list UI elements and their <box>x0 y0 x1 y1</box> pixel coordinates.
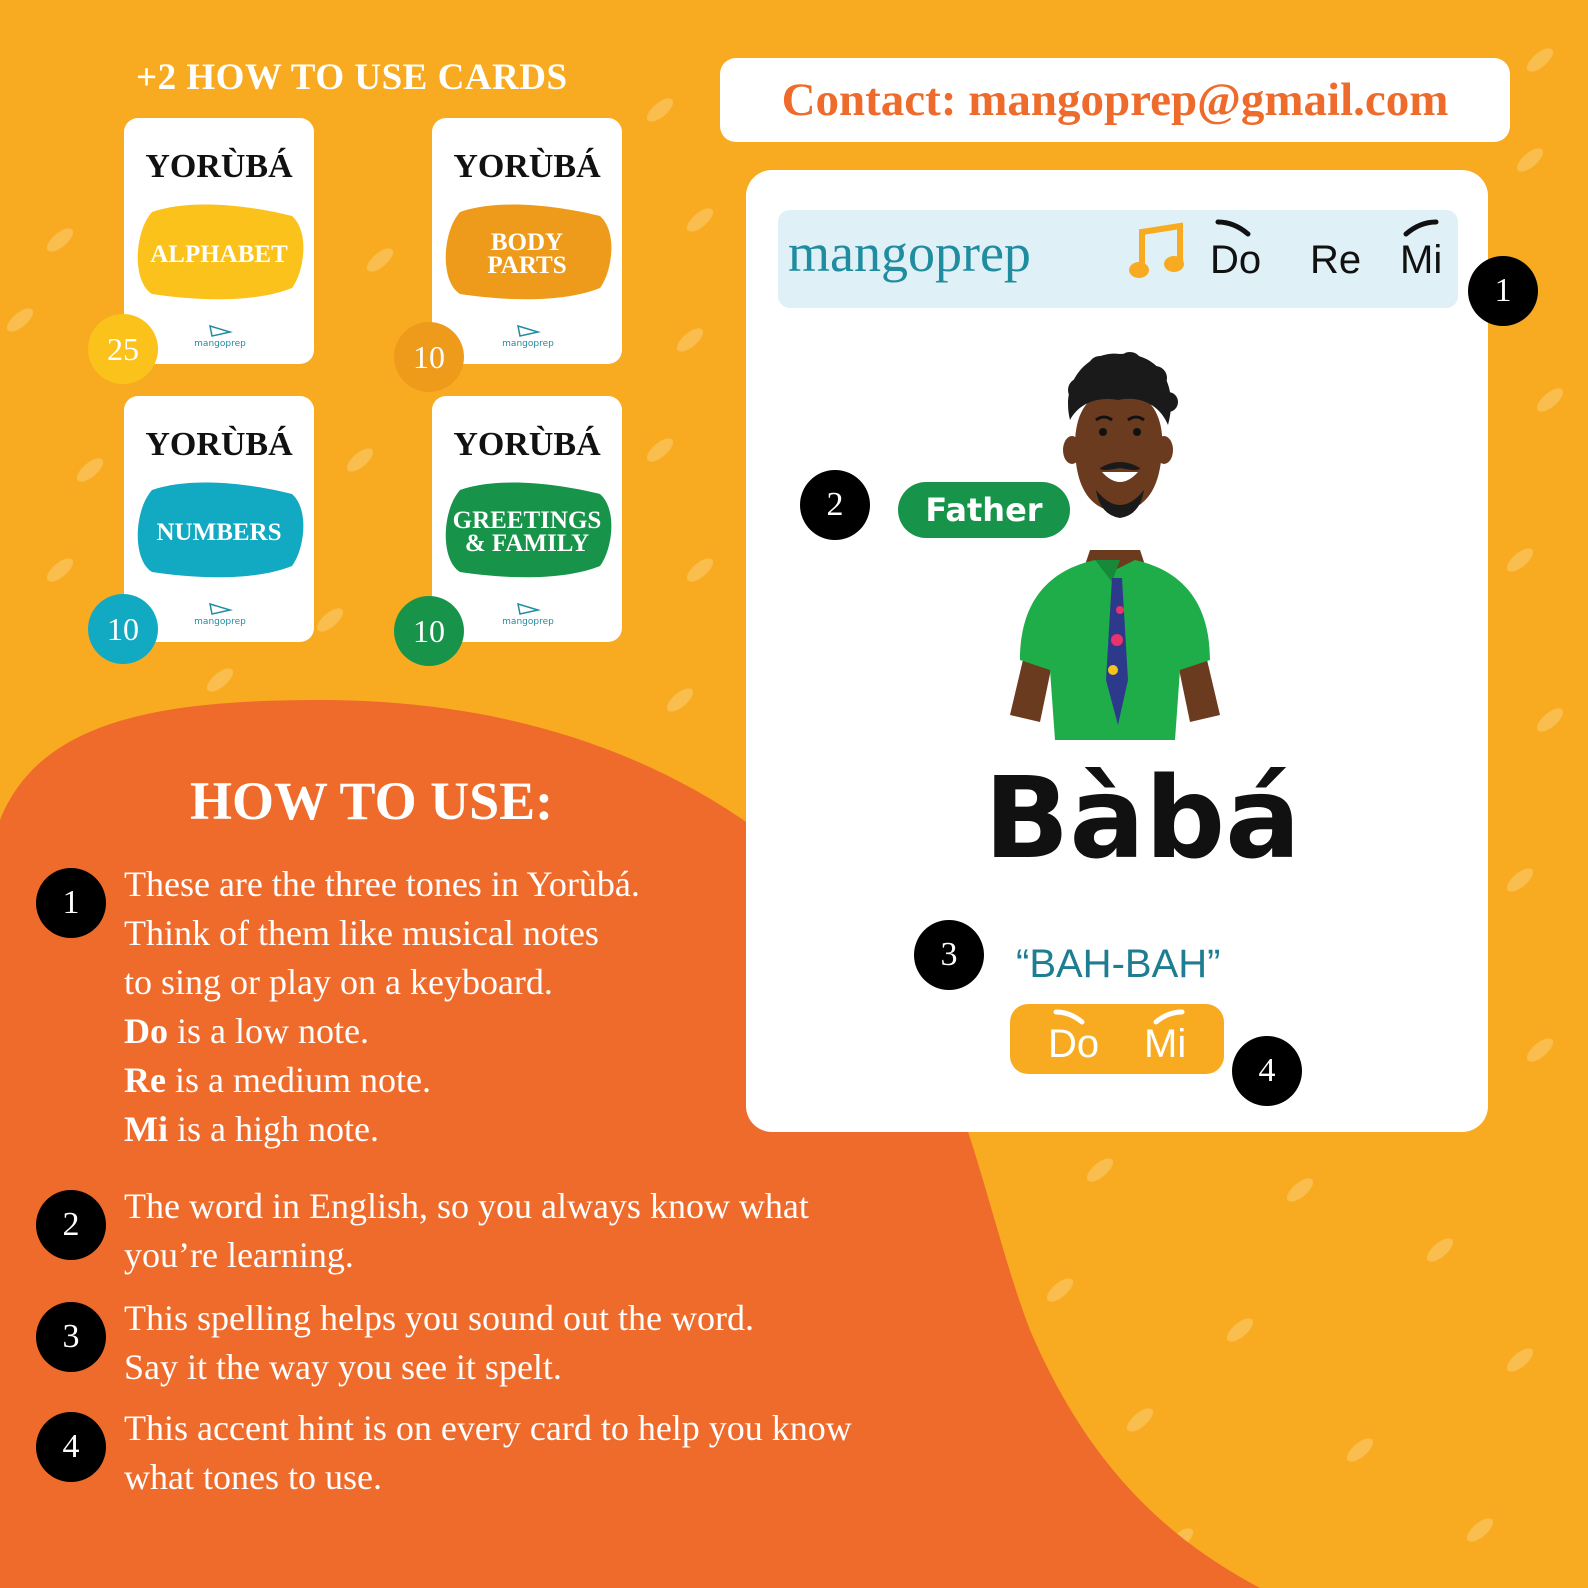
badge-4: 4 <box>1232 1036 1302 1106</box>
deck-label: ALPHABET <box>150 240 288 268</box>
deck-title: YORÙBÁ <box>145 148 293 185</box>
step-2-text <box>124 1182 809 1280</box>
deck-title: YORÙBÁ <box>145 426 293 463</box>
mangoprep-logo-icon <box>190 322 250 352</box>
how-to-use-title: HOW TO USE: <box>190 771 554 831</box>
accent-hint <box>1010 1004 1224 1074</box>
tone-mi: Mi <box>1400 238 1443 282</box>
contact-banner[interactable]: Contact: mangoprep@gmail.com <box>720 58 1510 142</box>
deck-count-greetings-family: 10 <box>394 596 464 666</box>
deck-count-alphabet: 25 <box>88 314 158 384</box>
text-line: This spelling helps you sound out the word. <box>124 1298 754 1338</box>
grave-accent-icon <box>1214 218 1254 238</box>
logo-text: mangoprep <box>502 339 554 349</box>
logo-text: mangoprep <box>194 617 246 627</box>
deck-title: YORÙBÁ <box>453 426 601 463</box>
deck-count-numbers: 10 <box>88 594 158 664</box>
tone-line-mi: Mi is a high note. <box>124 1109 379 1149</box>
acute-accent-icon <box>1400 218 1440 238</box>
text-line: These are the three tones in Yorùbá. <box>124 864 640 904</box>
pronunciation: “BAH-BAH” <box>1016 942 1221 986</box>
tone-line-re: Re is a medium note. <box>124 1060 431 1100</box>
text-line: Say it the way you see it spelt. <box>124 1347 562 1387</box>
badge-3: 3 <box>914 920 984 990</box>
tone-do: Do <box>1210 238 1262 282</box>
tone-re: Re <box>1310 238 1362 282</box>
mangoprep-logo-icon <box>498 600 558 630</box>
deck-label: NUMBERS <box>156 518 282 546</box>
text-line: what tones to use. <box>124 1457 382 1497</box>
plus-two-cards-title: +2 HOW TO USE CARDS <box>136 57 568 98</box>
card-brand: mangoprep <box>788 223 1031 283</box>
mangoprep-logo-icon <box>190 600 250 630</box>
text-line: to sing or play on a keyboard. <box>124 962 553 1002</box>
music-note-icon <box>1128 222 1186 284</box>
deck-count-body-parts: 10 <box>394 322 464 392</box>
deck-title: YORÙBÁ <box>453 148 601 185</box>
deck-card-alphabet[interactable] <box>124 118 314 364</box>
step-1-badge: 1 <box>36 868 106 938</box>
english-word-pill: Father <box>898 482 1070 538</box>
deck-card-greetings-family[interactable] <box>432 396 622 642</box>
badge-1: 1 <box>1468 256 1538 326</box>
deck-label: GREETINGS & FAMILY <box>452 507 602 557</box>
deck-card-numbers[interactable] <box>124 396 314 642</box>
logo-text: mangoprep <box>502 617 554 627</box>
yoruba-word: Bàbá <box>984 754 1301 884</box>
logo-text: mangoprep <box>194 339 246 349</box>
deck-label: BODY PARTS <box>487 229 567 279</box>
hint-mi: Mi <box>1144 1022 1187 1066</box>
text-line: This accent hint is on every card to help you know <box>124 1408 852 1448</box>
badge-2: 2 <box>800 470 870 540</box>
step-3-badge: 3 <box>36 1302 106 1372</box>
step-4-badge: 4 <box>36 1412 106 1482</box>
mangoprep-logo-icon <box>498 322 558 352</box>
father-illustration <box>1000 350 1230 740</box>
hint-do: Do <box>1048 1022 1100 1066</box>
step-4-text <box>124 1404 852 1502</box>
step-2-badge: 2 <box>36 1190 106 1260</box>
deck-card-body-parts[interactable] <box>432 118 622 364</box>
text-line: you’re learning. <box>124 1235 354 1275</box>
text-line: The word in English, so you always know what <box>124 1186 809 1226</box>
step-1-text <box>124 860 640 1154</box>
tone-line-do: Do is a low note. <box>124 1011 369 1051</box>
step-3-text <box>124 1294 754 1392</box>
text-line: Think of them like musical notes <box>124 913 599 953</box>
